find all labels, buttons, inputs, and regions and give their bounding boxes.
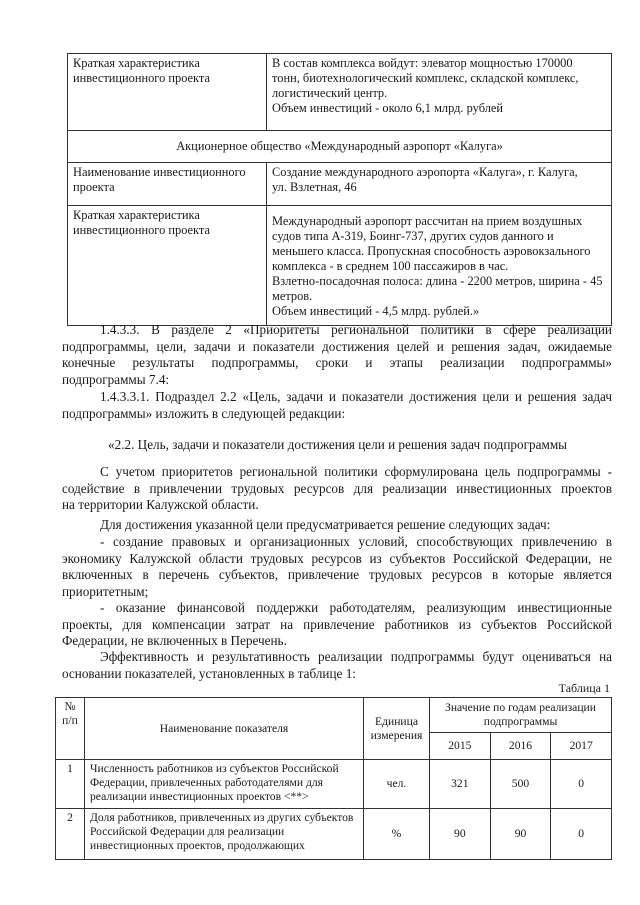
table-row xyxy=(68,131,612,163)
value-line: В состав комплекса войдут: элеватор мощностью 170000 xyxy=(272,56,573,70)
row-value-2016: 90 xyxy=(490,809,551,860)
value-line: Объем инвестиций - 4,5 млрд. рублей.» xyxy=(272,304,480,318)
paragraph-section-2 xyxy=(62,322,612,388)
header-year: 2017 xyxy=(551,733,612,760)
paragraph-goal xyxy=(62,464,612,514)
header-text: подпрограммы xyxy=(483,715,558,728)
paragraph-tasks-intro xyxy=(100,517,612,534)
investment-projects-table xyxy=(67,53,612,326)
row-value-2015: 321 xyxy=(430,760,491,809)
header-text: Значение по годам реализации xyxy=(445,701,596,714)
header-text: Единица xyxy=(375,714,418,728)
header-num xyxy=(56,698,85,760)
text-line: подпрограммы» изложить в следующей редакции: xyxy=(62,405,346,421)
value-line: метров. xyxy=(272,289,313,303)
header-years-group xyxy=(430,698,612,733)
row-unit: % xyxy=(364,809,430,860)
paragraph-subsection xyxy=(62,389,612,422)
label-line: инвестиционного проекта xyxy=(73,71,210,85)
value-line: комплекса - в среднем 100 пассажиров в час. xyxy=(272,259,509,273)
row-label xyxy=(68,163,267,206)
text-line: включенных в перечень субъектов, привлечение трудовых ресурсов в которые является xyxy=(62,567,612,583)
text-line: Федерации, не включенных в Перечень. xyxy=(62,633,287,649)
paragraph-task-1 xyxy=(62,534,612,600)
label-line: инвестиционного проекта xyxy=(73,223,210,237)
name-line: Федерации, привлеченных работодателями для xyxy=(90,776,323,789)
table-header-row xyxy=(56,698,612,733)
value-line: судов типа А-319, Боинг-737, других судов данного и xyxy=(272,229,554,243)
text-line: подпрограммы 7.4: xyxy=(62,371,170,387)
row-value xyxy=(267,163,612,206)
table-row xyxy=(56,760,612,809)
row-value-2017: 0 xyxy=(551,809,612,860)
table-row xyxy=(68,206,612,326)
table-row xyxy=(56,809,612,860)
text-line: - создание правовых и организационных условий, способствующих привлечению в xyxy=(100,534,612,549)
value-line: логистический центр. xyxy=(272,86,388,100)
value-line: меньшего класса. Пропускная способность аэровокзального xyxy=(272,244,591,258)
value-line: Объем инвестиций - около 6,1 млрд. рублей xyxy=(272,101,504,115)
value-line: Взлетно-посадочная полоса: длина - 2200 метров, ширина - 45 xyxy=(272,274,603,288)
text-line: приоритетным; xyxy=(62,583,149,599)
row-value-2015: 90 xyxy=(430,809,491,860)
text-line: содействие в привлечении трудовых ресурсов для реализации инвестиционных проектов xyxy=(62,480,612,496)
header-unit xyxy=(364,698,430,760)
text-line: Эффективность и результативность реализации подпрограммы будут оцениваться на xyxy=(100,649,612,664)
paragraph-efficiency xyxy=(62,649,612,682)
text-line: конечные результаты подпрограммы, сроки и этапы реализации подпрограммы» xyxy=(62,355,612,371)
name-line: Численность работников из субъектов Российской xyxy=(90,762,339,775)
row-label xyxy=(68,206,267,326)
indicators-table xyxy=(55,697,612,860)
header-text: п/п xyxy=(62,714,78,727)
text-line: С учетом приоритетов региональной политики сформулирована цель подпрограммы - xyxy=(100,464,612,479)
value-line: ул. Взлетная, 46 xyxy=(272,180,357,194)
table-row xyxy=(68,163,612,206)
header-name: Наименование показателя xyxy=(85,698,364,760)
header-year: 2015 xyxy=(430,733,491,760)
label-line: Краткая характеристика xyxy=(73,56,200,70)
section-title: Акционерное общество «Международный аэропорт «Калуга» xyxy=(68,131,612,163)
row-label xyxy=(68,54,267,131)
text-line: на территории Калужской области. xyxy=(62,497,259,513)
row-num: 1 xyxy=(56,760,85,809)
text-line: - оказание финансовой поддержки работодателям, реализующим инвестиционные xyxy=(100,600,612,615)
label-line: проекта xyxy=(73,180,115,194)
header-year: 2016 xyxy=(490,733,551,760)
label-line: Наименование инвестиционного xyxy=(73,165,246,179)
name-line: инвестиционных проектов, продолжающих xyxy=(90,839,305,852)
table-caption: Таблица 1 xyxy=(558,681,610,695)
label-line: Краткая характеристика xyxy=(73,208,200,222)
row-value xyxy=(267,54,612,131)
name-line: Российской Федерации для реализации xyxy=(90,825,285,838)
text-line: основании показателей, установленных в таблице 1: xyxy=(62,665,356,681)
text-line: подпрограммы, цели, задачи и показатели достижения целей и решения задач, ожидаемые xyxy=(62,338,612,354)
row-unit: чел. xyxy=(364,760,430,809)
value-line: Международный аэропорт рассчитан на прием воздушных xyxy=(272,214,583,228)
row-name xyxy=(85,809,364,860)
text-line: проекты, для компенсации затрат на привлечение работников из субъектов Российской xyxy=(62,616,612,632)
text-line: экономику Калужской области трудовых ресурсов из субъектов Российской Федерации, не xyxy=(62,550,612,566)
row-value-2017: 0 xyxy=(551,760,612,809)
table-row xyxy=(68,54,612,131)
text-line: Для достижения указанной цели предусматривается решение следующих задач: xyxy=(100,517,551,532)
text-line: 1.4.3.3. В разделе 2 «Приоритеты региональной политики в сфере реализации xyxy=(100,322,612,337)
text-line: 1.4.3.3.1. Подраздел 2.2 «Цель, задачи и показатели достижения цели и решения задач xyxy=(100,389,612,404)
name-line: Доля работников, привлеченных из других субъектов xyxy=(90,811,354,824)
header-text: № xyxy=(64,700,76,713)
row-num: 2 xyxy=(56,809,85,860)
value-line: Создание международного аэропорта «Калуга», г. Калуга, xyxy=(272,165,578,179)
paragraph-task-2 xyxy=(62,600,612,650)
section-heading xyxy=(108,437,612,454)
row-value-2016: 500 xyxy=(490,760,551,809)
row-name xyxy=(85,760,364,809)
heading-line: «2.2. Цель, задачи и показатели достижения цели и решения задач подпрограммы xyxy=(108,437,568,452)
header-text: измерения xyxy=(370,728,423,742)
row-value xyxy=(267,206,612,326)
name-line: реализации инвестиционных проектов <**> xyxy=(90,790,309,803)
value-line: тонн, биотехнологический комплекс, складской комплекс, xyxy=(272,71,579,85)
